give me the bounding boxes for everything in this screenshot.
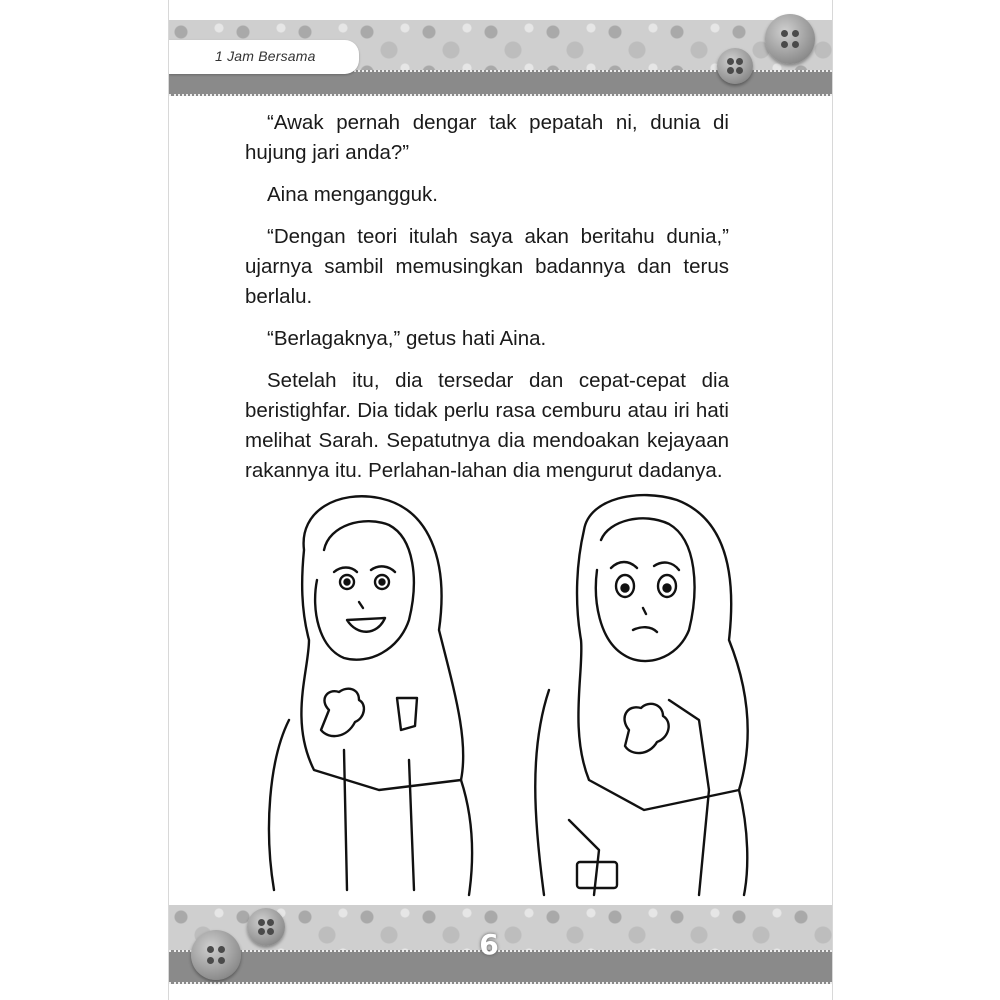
button-decoration-icon	[765, 14, 815, 64]
aina-figure	[535, 495, 747, 895]
book-page	[168, 0, 833, 1000]
button-decoration-icon	[717, 48, 753, 84]
paragraph: Setelah itu, dia tersedar dan cepat-cepat dia beristighfar. Dia tidak perlu rasa cemburu atau iri hati melihat Sarah. Sepatutnya dia mendoakan kejayaan rakannya itu. Perlahan-lahan dia mengurut dadanya.	[245, 369, 729, 482]
story-text	[245, 108, 729, 498]
sarah-figure	[269, 496, 472, 895]
button-decoration-icon	[247, 908, 285, 946]
paragraph: “Berlagaknya,” getus hati Aina.	[267, 327, 547, 350]
book-title: 1 Jam Bersama	[215, 48, 316, 64]
paragraph: Aina mengangguk.	[267, 183, 438, 206]
paragraph: “Awak pernah dengar tak pepatah ni, dunia di hujung jari anda?”	[245, 111, 729, 164]
button-decoration-icon	[191, 930, 241, 980]
paragraph: “Dengan teori itulah saya akan beritahu dunia,” ujarnya sambil memusingkan badannya dan terus berlalu.	[245, 225, 729, 308]
girls-illustration	[229, 490, 789, 900]
page-number: 6	[479, 928, 499, 961]
header-title-tab	[169, 40, 359, 74]
